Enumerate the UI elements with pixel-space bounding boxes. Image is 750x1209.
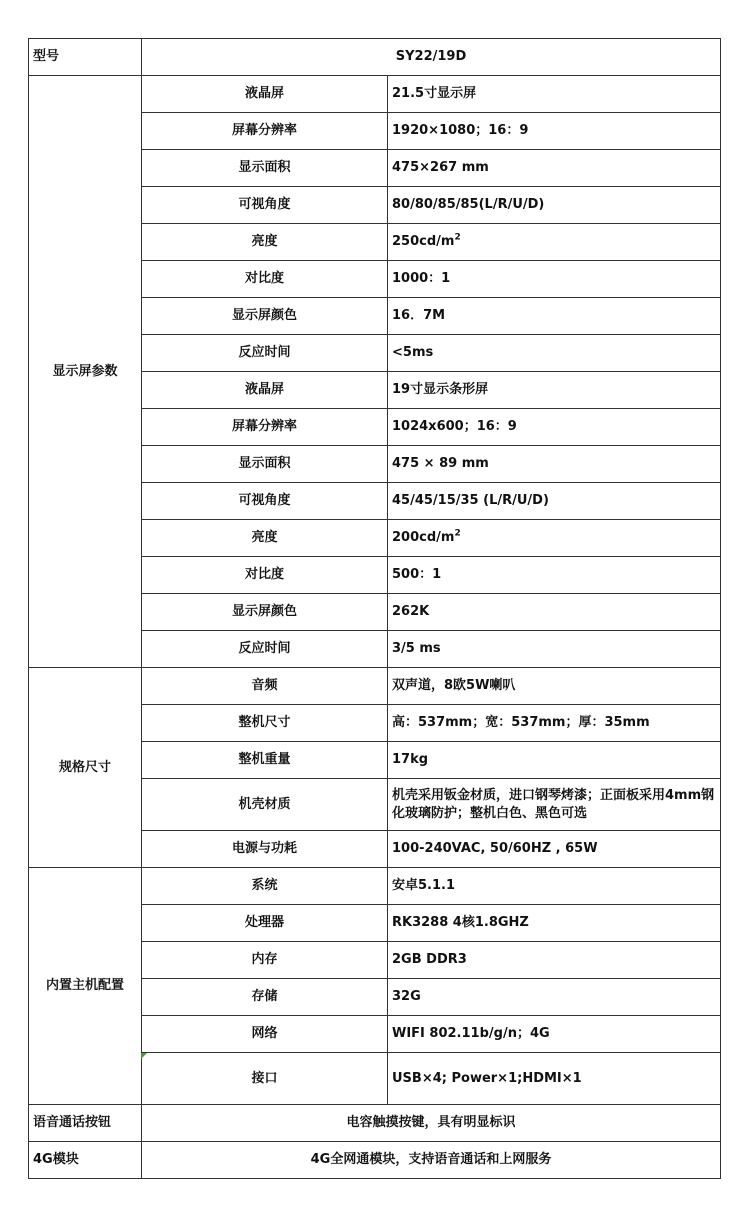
spec-value: 21.5寸显示屏	[388, 76, 721, 113]
table-row	[29, 39, 721, 76]
model-label: 型号	[29, 39, 142, 76]
spec-value: WIFI 802.11b/g/n；4G	[388, 1016, 721, 1053]
spec-value: 双声道，8欧5W喇叭	[388, 668, 721, 705]
spec-key: 网络	[142, 1016, 388, 1053]
brightness-value: 250cd/m	[392, 234, 455, 250]
spec-value: 2GB DDR3	[388, 942, 721, 979]
module-4g-value: 4G全网通模块，支持语音通话和上网服务	[142, 1142, 721, 1179]
spec-value: 16．7M	[388, 298, 721, 335]
display-group-label: 显示屏参数	[29, 76, 142, 668]
superscript: 2	[454, 528, 461, 539]
spec-key: 系统	[142, 868, 388, 905]
spec-value	[388, 520, 721, 557]
voice-button-value: 电容触摸按键，具有明显标识	[142, 1105, 721, 1142]
spec-key: 整机重量	[142, 742, 388, 779]
spec-key: 屏幕分辨率	[142, 409, 388, 446]
table-row	[29, 1142, 721, 1179]
spec-value: 19寸显示条形屏	[388, 372, 721, 409]
spec-value: 高：537mm；宽：537mm；厚：35mm	[388, 705, 721, 742]
spec-value: 500：1	[388, 557, 721, 594]
table-row	[29, 868, 721, 905]
specs-group-label: 规格尺寸	[29, 668, 142, 868]
spec-value	[388, 224, 721, 261]
spec-value: 1024x600；16：9	[388, 409, 721, 446]
spec-key: 机壳材质	[142, 779, 388, 831]
host-group-label: 内置主机配置	[29, 868, 142, 1105]
spec-key: 亮度	[142, 520, 388, 557]
spec-value: 1000：1	[388, 261, 721, 298]
spec-value: 17kg	[388, 742, 721, 779]
spec-key: 内存	[142, 942, 388, 979]
cell-corner-mark	[141, 1053, 147, 1059]
module-4g-label: 4G模块	[29, 1142, 142, 1179]
spec-value: 100-240VAC, 50/60HZ , 65W	[388, 831, 721, 868]
spec-key: 可视角度	[142, 483, 388, 520]
superscript: 2	[454, 232, 461, 243]
spec-key: 对比度	[142, 261, 388, 298]
spec-value: 475×267 mm	[388, 150, 721, 187]
table-row	[29, 76, 721, 113]
spec-key: 可视角度	[142, 187, 388, 224]
spec-value: 3/5 ms	[388, 631, 721, 668]
spec-key: 显示面积	[142, 150, 388, 187]
spec-key: 存储	[142, 979, 388, 1016]
voice-button-label: 语音通话按钮	[29, 1105, 142, 1142]
spec-value: 45/45/15/35 (L/R/U/D)	[388, 483, 721, 520]
model-value: SY22/19D	[142, 39, 721, 76]
table-row	[29, 668, 721, 705]
spec-value: 1920×1080；16：9	[388, 113, 721, 150]
spec-value: 机壳采用钣金材质，进口钢琴烤漆；正面板采用4mm钢化玻璃防护；整机白色、黑色可选	[388, 779, 721, 831]
spec-value: 32G	[388, 979, 721, 1016]
spec-key: 亮度	[142, 224, 388, 261]
spec-value: 475 × 89 mm	[388, 446, 721, 483]
spec-key: 液晶屏	[142, 76, 388, 113]
brightness-value: 200cd/m	[392, 530, 455, 546]
spec-key: 反应时间	[142, 631, 388, 668]
spec-key: 反应时间	[142, 335, 388, 372]
table-row	[29, 1105, 721, 1142]
spec-value: <5ms	[388, 335, 721, 372]
spec-key: 屏幕分辨率	[142, 113, 388, 150]
spec-key: 显示屏颜色	[142, 594, 388, 631]
spec-key: 接口	[142, 1053, 388, 1105]
spec-value: 安卓5.1.1	[388, 868, 721, 905]
spec-key: 音频	[142, 668, 388, 705]
spec-key: 对比度	[142, 557, 388, 594]
spec-value: USB×4; Power×1;HDMI×1	[388, 1053, 721, 1105]
spec-value: RK3288 4核1.8GHZ	[388, 905, 721, 942]
spec-value: 80/80/85/85(L/R/U/D)	[388, 187, 721, 224]
spec-key: 电源与功耗	[142, 831, 388, 868]
spec-key: 处理器	[142, 905, 388, 942]
spec-value: 262K	[388, 594, 721, 631]
spec-key: 显示面积	[142, 446, 388, 483]
spec-key: 显示屏颜色	[142, 298, 388, 335]
spec-table	[28, 38, 721, 1179]
spec-key: 整机尺寸	[142, 705, 388, 742]
spec-key: 液晶屏	[142, 372, 388, 409]
